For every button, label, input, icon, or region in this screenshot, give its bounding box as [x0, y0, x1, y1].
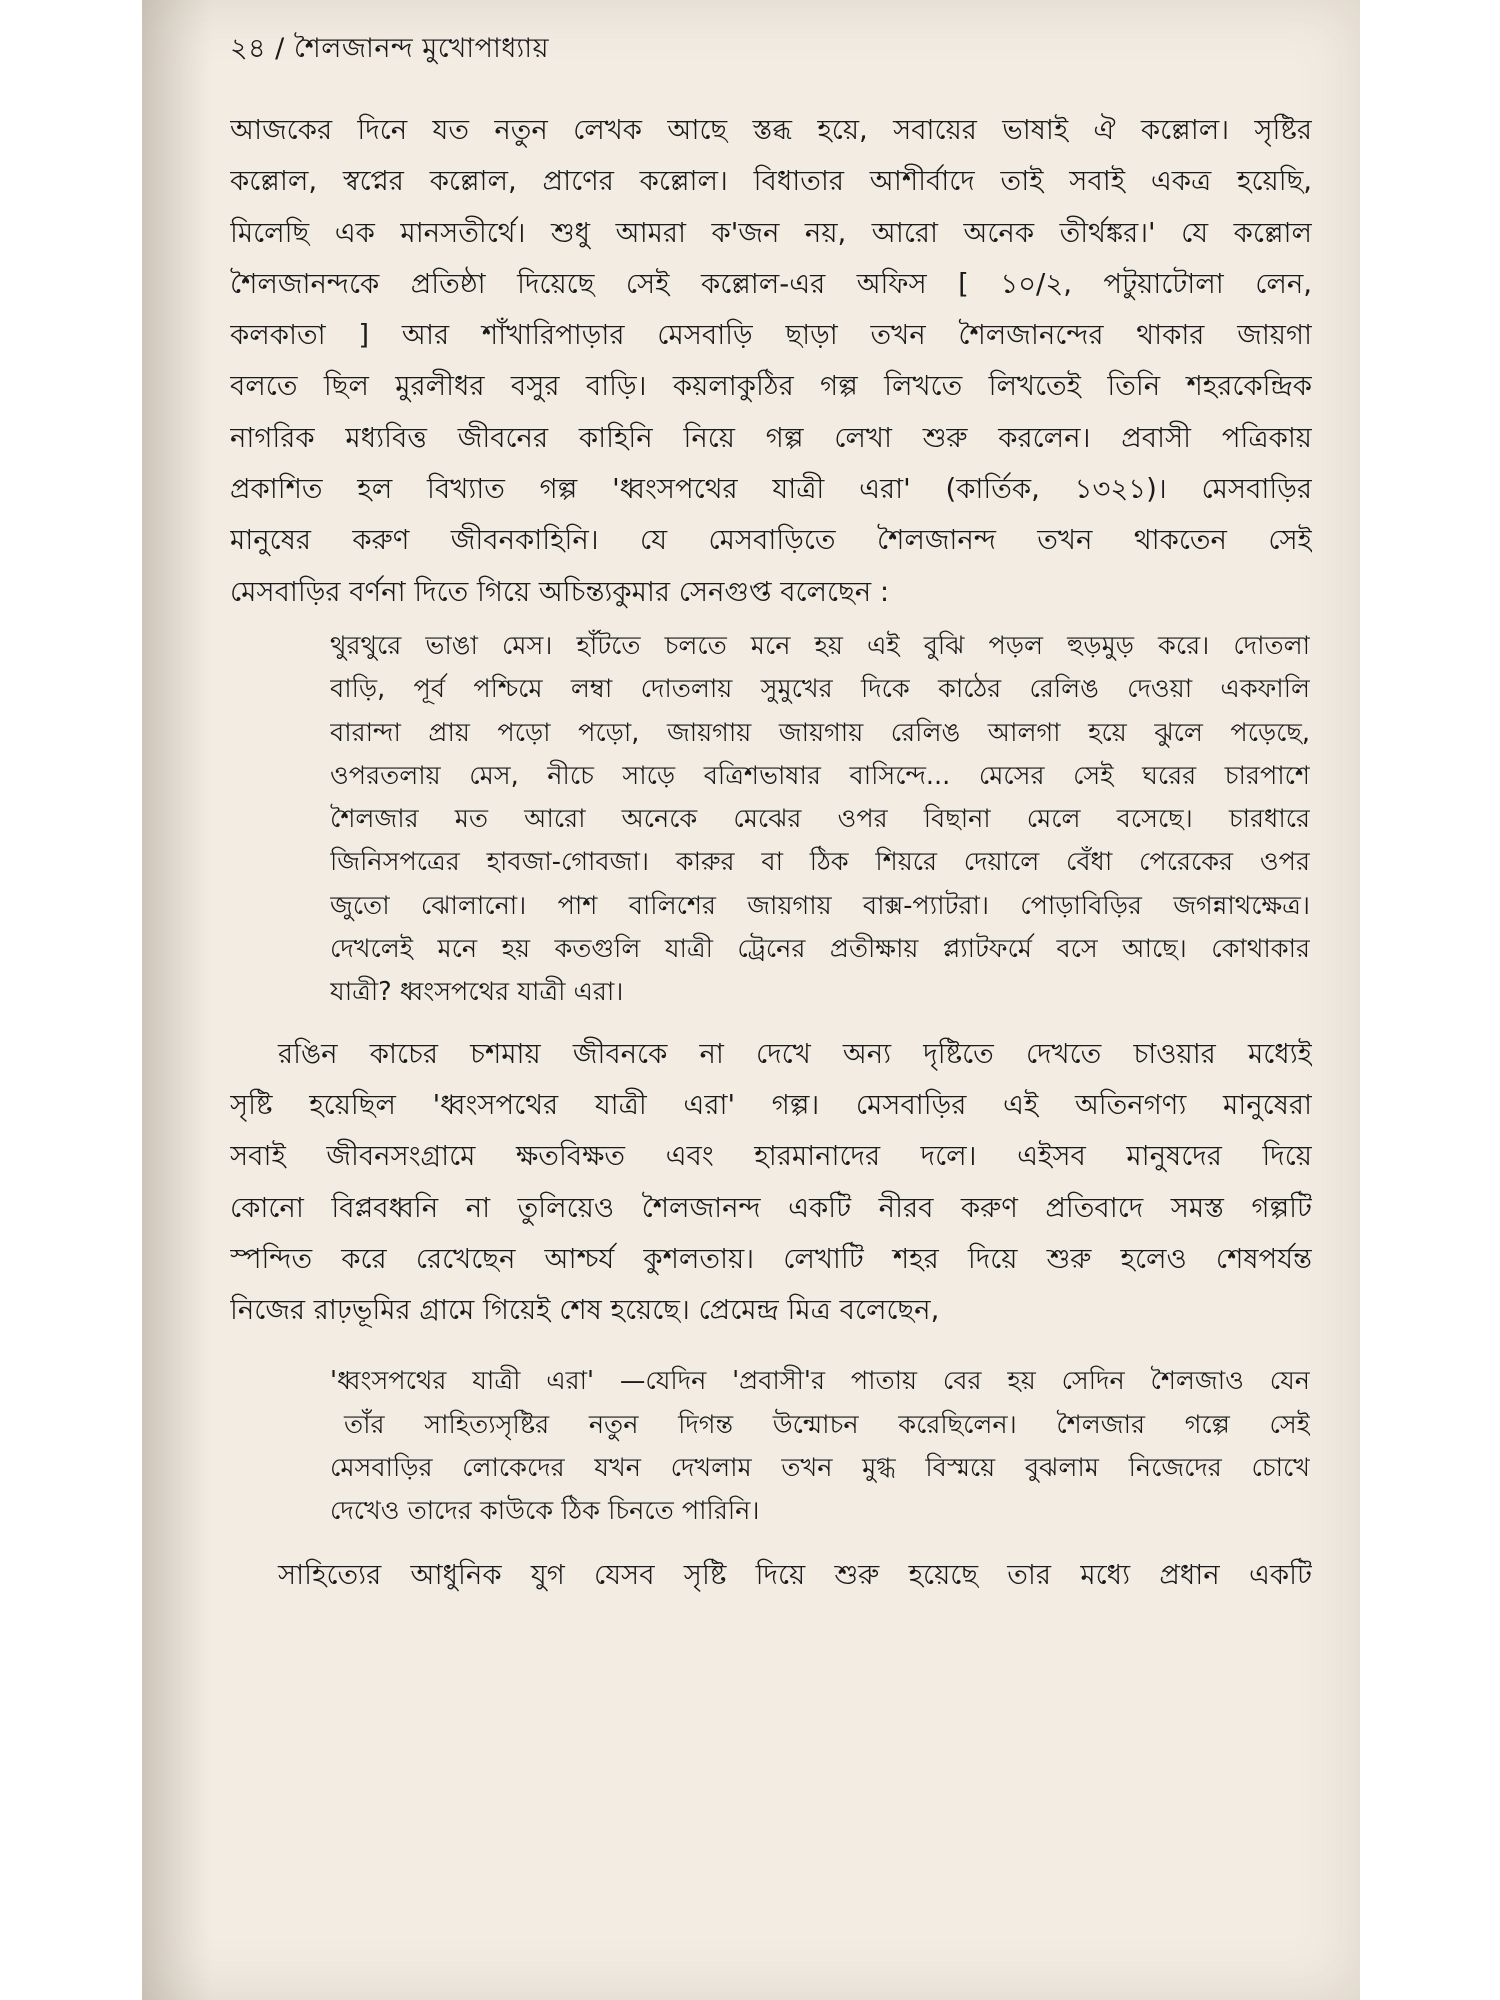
page-number: ২৪	[230, 33, 267, 64]
quote-line: বারান্দা প্রায় পড়ো পড়ো, জায়গায় জায়গায় রেলিঙ আলগা হয়ে ঝুলে পড়েছে,	[330, 717, 1310, 748]
quote-line: জুতো ঝোলানো। পাশ বালিশের জায়গায় বাক্স-প্যাটরা। পোড়াবিড়ির জগন্নাথক্ষেত্র।	[330, 890, 1310, 921]
text-line: নাগরিক মধ্যবিত্ত জীবনের কাহিনি নিয়ে গল্প লেখা শুরু করলেন। প্রবাসী পত্রিকায়	[230, 421, 1312, 454]
text-line: প্রকাশিত হল বিখ্যাত গল্প 'ধ্বংসপথের যাত্রী এরা' (কার্তিক, ১৩২১)। মেসবাড়ির	[230, 473, 1312, 506]
block-quote-1	[330, 625, 1310, 1015]
paragraph-3	[230, 1550, 1312, 1601]
text-line: স্পন্দিত করে রেখেছেন আশ্চর্য কুশলতায়। লেখাটি শহর দিয়ে শুরু হলেও শেষপর্যন্ত	[230, 1242, 1312, 1275]
text-line: মানুষের করুণ জীবনকাহিনি। যে মেসবাড়িতে শৈলজানন্দ তখন থাকতেন সেই	[230, 524, 1312, 557]
quote-line: জিনিসপত্রের হাবজা-গোবজা। কারুর বা ঠিক শিয়রে দেয়ালে বেঁধা পেরেকের ওপর	[330, 847, 1310, 878]
text-line: শৈলজানন্দকে প্রতিষ্ঠা দিয়েছে সেই কল্লোল-এর অফিস [ ১০/২, পটুয়াটোলা লেন,	[230, 267, 1312, 300]
page-content	[230, 105, 1312, 1601]
text-line: সৃষ্টি হয়েছিল 'ধ্বংসপথের যাত্রী এরা' গল্প। মেসবাড়ির এই অতিনগণ্য মানুষেরা	[230, 1088, 1312, 1121]
page-gutter-shadow	[142, 0, 212, 2000]
text-line: কলকাতা ] আর শাঁখারিপাড়ার মেসবাড়ি ছাড়া তখন শৈলজানন্দের থাকার জায়গা	[230, 319, 1312, 352]
text-line: আজকের দিনে যত নতুন লেখক আছে স্তব্ধ হয়ে, সবায়ের ভাষাই ঐ কল্লোল। সৃষ্টির	[230, 114, 1312, 146]
text-line: মিলেছি এক মানসতীর্থে। শুধু আমরা ক'জন নয়, আরো অনেক তীর্থঙ্কর।' যে কল্লোল	[230, 216, 1312, 249]
quote-line: যাত্রী? ধ্বংসপথের যাত্রী এরা।	[330, 977, 624, 1008]
block-quote-2	[330, 1360, 1310, 1533]
text-line: মেসবাড়ির বর্ণনা দিতে গিয়ে অচিন্ত্যকুমার সেনগুপ্ত বলেছেন :	[230, 575, 890, 608]
running-header	[230, 28, 1310, 73]
quote-line: থুরথুরে ভাঙা মেস। হাঁটতে চলতে মনে হয় এই বুঝি পড়ল হুড়মুড় করে। দোতলা	[330, 630, 1310, 661]
text-line: কোনো বিপ্লবধ্বনি না তুলিয়েও শৈলজানন্দ একটি নীরব করুণ প্রতিবাদে সমস্ত গল্পটি	[230, 1191, 1312, 1224]
text-line: নিজের রাঢ়ভূমির গ্রামে গিয়েই শেষ হয়েছে। প্রেমেন্দ্র মিত্র বলেছেন,	[230, 1294, 940, 1327]
text-line: রঙিন কাচের চশমায় জীবনকে না দেখে অন্য দৃষ্টিতে দেখতে চাওয়ার মধ্যেই	[278, 1037, 1312, 1070]
text-line: সাহিত্যের আধুনিক যুগ যেসব সৃষ্টি দিয়ে শুরু হয়েছে তার মধ্যে প্রধান একটি	[278, 1558, 1312, 1591]
text-line: সবাই জীবনসংগ্রামে ক্ষতবিক্ষত এবং হারমানাদের দলে। এইসব মানুষদের দিয়ে	[230, 1140, 1312, 1173]
quote-line: শৈলজার মত আরো অনেকে মেঝের ওপর বিছানা মেলে বসেছে। চারধারে	[330, 804, 1310, 835]
text-line: কল্লোল, স্বপ্নের কল্লোল, প্রাণের কল্লোল। বিধাতার আশীর্বাদে তাই সবাই একত্র হয়েছি,	[230, 165, 1312, 198]
header-separator: /	[275, 33, 285, 64]
quote-line: 'ধ্বংসপথের যাত্রী এরা' —যেদিন 'প্রবাসী'র পাতায় বের হয় সেদিন শৈলজাও যেন	[330, 1366, 1310, 1397]
quote-line: মেসবাড়ির লোকেদের যখন দেখলাম তখন মুগ্ধ বিস্ময়ে বুঝলাম নিজেদের চোখে	[330, 1453, 1310, 1484]
quote-line: ওপরতলায় মেস, নীচে সাড়ে বত্রিশভাষার বাসিন্দে... মেসের সেই ঘরের চারপাশে	[330, 760, 1310, 791]
quote-line: দেখেও তাদের কাউকে ঠিক চিনতে পারিনি।	[330, 1496, 760, 1527]
quote-line: বাড়ি, পূর্ব পশ্চিমে লম্বা দোতলায় সুমুখের দিকে কাঠের রেলিঙ দেওয়া একফালি	[330, 674, 1310, 705]
text-line: বলতে ছিল মুরলীধর বসুর বাড়ি। কয়লাকুঠির গল্প লিখতে লিখতেই তিনি শহরকেন্দ্রিক	[230, 370, 1312, 403]
quote-line: তাঁর সাহিত্যসৃষ্টির নতুন দিগন্ত উন্মোচন করেছিলেন। শৈলজার গল্পে সেই	[344, 1409, 1310, 1440]
paragraph-2	[230, 1029, 1312, 1337]
header-author: শৈলজানন্দ মুখোপাধ্যায়	[293, 33, 549, 64]
paragraph-1	[230, 105, 1312, 618]
quote-line: দেখলেই মনে হয় কতগুলি যাত্রী ট্রেনের প্রতীক্ষায় প্ল্যাটফর্মে বসে আছে। কোথাকার	[330, 934, 1310, 965]
